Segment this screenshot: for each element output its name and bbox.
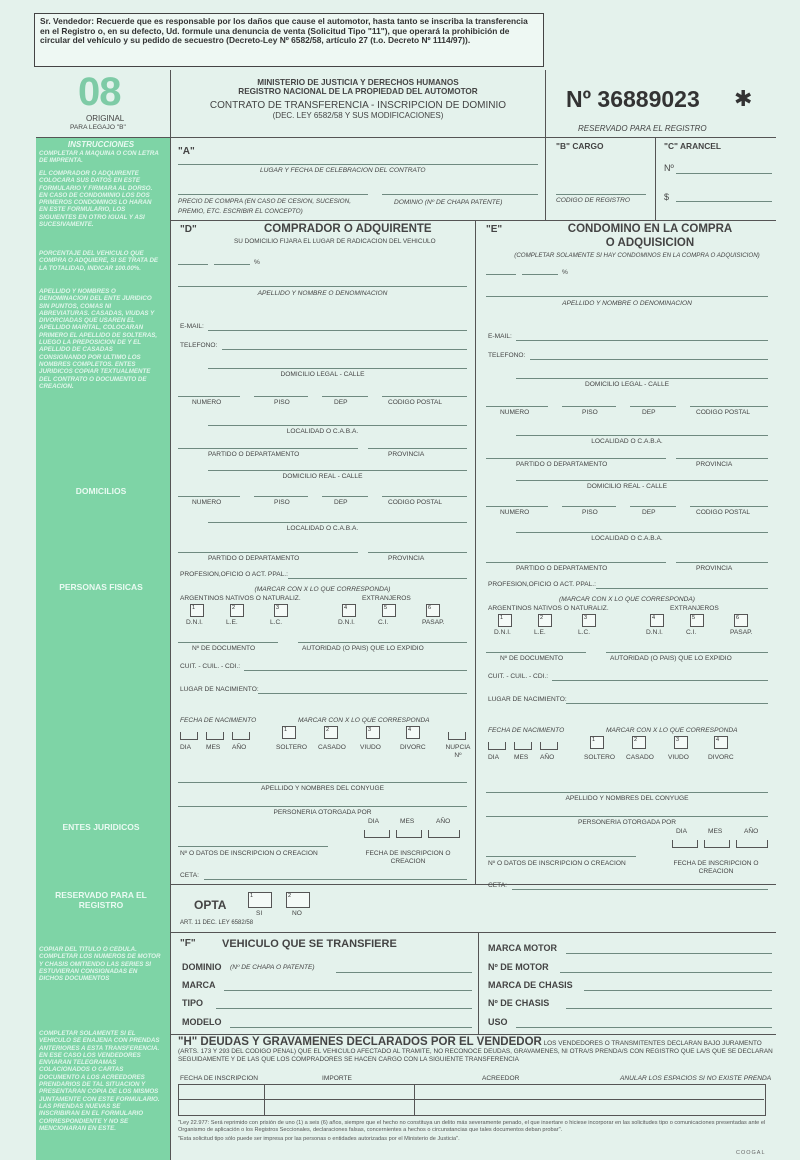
buyer-civil-soltero-label: SOLTERO bbox=[276, 744, 308, 751]
dominio-sub-label: (Nº DE CHAPA O PATENTE) bbox=[230, 964, 315, 971]
tipo-label: TIPO bbox=[182, 998, 204, 1008]
instruction-2: EL COMPRADOR O ADQUIRENTE COLOCARA SUS DATOS EN ESTE FORMULARIO Y FIRMARA AL DORSO. EN CASO DE CONDOMINIO LOS DOS PRIMEROS CONDOMINOS LO HARAN EN ESTE FORMULARIO, LOS SIGUIENTES EN OTRO IGUAL Y ASI SUCESIVAMENTE. bbox=[39, 170, 153, 229]
condomino-legal-numero: NUMERO bbox=[500, 409, 530, 416]
condomino-conyuge-label: APELLIDO Y NOMBRES DEL CONYUGE bbox=[565, 795, 689, 802]
section-h-title: "H" DEUDAS Y GRAVAMENES DECLARADOS POR EL VENDEDOR bbox=[178, 1036, 542, 1048]
condomino-anio-field[interactable] bbox=[540, 742, 558, 750]
section-d-subtitle: SU DOMICILIO FIJARA EL LUGAR DE RADICACION DEL VEHICULO bbox=[234, 238, 436, 245]
reservado-label: RESERVADO PARA EL REGISTRO bbox=[55, 890, 147, 910]
condomino-autoridad-label: AUTORIDAD (O PAIS) QUE LO EXPIDIO bbox=[610, 655, 732, 662]
buyer-ente-dia-field[interactable] bbox=[364, 830, 390, 838]
form-subtitle: (DEC. LEY 6582/58 Y SUS MODIFICACIONES) bbox=[272, 111, 444, 120]
condomino-personeria-label: PERSONERIA OTORGADA POR bbox=[577, 819, 677, 826]
condomino-doc-pasap-label: PASAP. bbox=[730, 629, 753, 636]
buyer-civil-divorc-label: DIVORC bbox=[400, 744, 426, 751]
buyer-nupcia-field[interactable] bbox=[448, 732, 466, 740]
condomino-doc-ci-label: C.I. bbox=[686, 629, 697, 636]
condomino-provincia-legal: PROVINCIA bbox=[696, 461, 733, 468]
buyer-doc-dni-ext-label: D.N.I. bbox=[338, 619, 355, 626]
ministry: MINISTERIO DE JUSTICIA Y DERECHOS HUMANOS bbox=[257, 78, 459, 87]
condomino-fecha-nac-label: FECHA DE NACIMIENTO bbox=[488, 727, 565, 734]
condomino-datos-insc-label: Nº O DATOS DE INSCRIPCION O CREACION bbox=[488, 860, 626, 867]
condomino-dia-field[interactable] bbox=[488, 742, 506, 750]
condomino-partido-real: PARTIDO O DEPARTAMENTO bbox=[516, 565, 608, 572]
buyer-marcar-civil-label: MARCAR CON X LO QUE CORRESPONDA bbox=[298, 717, 430, 724]
buyer-civil-soltero-box[interactable]: 1 bbox=[282, 726, 296, 739]
condomino-telefono-label: TELEFONO: bbox=[488, 352, 526, 359]
dominio-chapa-label: DOMINIO (Nº DE CHAPA PATENTE) bbox=[394, 199, 503, 206]
buyer-legal-numero: NUMERO bbox=[192, 399, 222, 406]
buyer-datos-insc-label: Nº O DATOS DE INSCRIPCION O CREACION bbox=[180, 850, 318, 857]
buyer-pct-label: % bbox=[254, 259, 260, 266]
buyer-real-cp: CODIGO POSTAL bbox=[388, 499, 443, 506]
buyer-email-label: E-MAIL: bbox=[180, 323, 204, 330]
art11-label: ART. 11 DEC. LEY 6582/58 bbox=[180, 920, 254, 926]
condomino-fecha-insc-label: FECHA DE INSCRIPCION O CREACION bbox=[673, 860, 759, 875]
n-chasis-label: Nº DE CHASIS bbox=[488, 998, 550, 1008]
condomino-ceta-label: CETA: bbox=[488, 882, 507, 889]
buyer-ente-mes-label: MES bbox=[400, 818, 415, 825]
section-e-title-1: CONDOMINO EN LA COMPRA bbox=[567, 223, 733, 235]
condomino-civil-soltero-box[interactable]: 1 bbox=[590, 736, 604, 749]
buyer-dia-label: DIA bbox=[180, 744, 191, 751]
buyer-lugar-nac-label: LUGAR DE NACIMIENTO: bbox=[180, 686, 259, 693]
buyer-doc-dni-ext-box[interactable]: 4 bbox=[342, 604, 356, 617]
condomino-nro-doc-label: Nº DE DOCUMENTO bbox=[500, 655, 564, 662]
condomino-doc-pasap-box[interactable]: 6 bbox=[734, 614, 748, 627]
footer-law: "Ley 22.977: Será reprimido con prisión de uno (1) a seis (6) años, siempre que el hecho no constituya un delito más severamente penado, el que insertare o hiciese incorporar en las solicitudes tipo o comunicaciones presentadas ante el Organismo de aplicación o los Registros Seccionales, declaraciones falsas, concernientes a hechos o circunstancias que tales documentos deban probar". bbox=[178, 1120, 766, 1133]
buyer-ente-anio-label: AÑO bbox=[436, 818, 451, 825]
precio-label: PRECIO DE COMPRA (EN CASO DE CESION, SUCESION, PREMIO, ETC. ESCRIBIR EL CONCEPTO) bbox=[178, 198, 352, 215]
condomino-marcar-civil-label: MARCAR CON X LO QUE CORRESPONDA bbox=[606, 727, 738, 734]
buyer-fecha-insc-label: FECHA DE INSCRIPCION O CREACION bbox=[365, 850, 451, 865]
condomino-ente-dia-label: DIA bbox=[676, 828, 687, 835]
condomino-real-numero: NUMERO bbox=[500, 509, 530, 516]
condomino-doc-lc-box[interactable]: 3 bbox=[582, 614, 596, 627]
section-b-label: "B" CARGO bbox=[556, 141, 604, 151]
condomino-doc-le-box[interactable]: 2 bbox=[538, 614, 552, 627]
buyer-telefono-label: TELEFONO: bbox=[180, 342, 218, 349]
buyer-doc-dni-label: D.N.I. bbox=[186, 619, 203, 626]
condomino-partido-legal: PARTIDO O DEPARTAMENTO bbox=[516, 461, 608, 468]
buyer-anio-field[interactable] bbox=[232, 732, 250, 740]
buyer-nro-doc-label: Nº DE DOCUMENTO bbox=[192, 645, 256, 652]
marca-chasis-label: MARCA DE CHASIS bbox=[488, 980, 573, 990]
condomino-extranjeros-label: EXTRANJEROS bbox=[670, 605, 719, 612]
buyer-localidad-real: LOCALIDAD O C.A.B.A. bbox=[286, 525, 359, 532]
buyer-civil-divorc-box[interactable]: 4 bbox=[406, 726, 420, 739]
condomino-ente-mes-label: MES bbox=[708, 828, 723, 835]
opta-label: OPTA bbox=[194, 898, 227, 912]
buyer-civil-casado-box[interactable]: 2 bbox=[324, 726, 338, 739]
condomino-lugar-nac-label: LUGAR DE NACIMIENTO: bbox=[488, 696, 567, 703]
condomino-argentinos-label: ARGENTINOS NATIVOS O NATURALIZ. bbox=[488, 605, 609, 612]
seller-notice bbox=[34, 13, 544, 67]
condomino-apellido-label: APELLIDO Y NOMBRE O DENOMINACION bbox=[562, 300, 692, 307]
form-title: CONTRATO DE TRANSFERENCIA - INSCRIPCION DE DOMINIO bbox=[209, 100, 507, 111]
opta-si-label: SI bbox=[256, 910, 263, 917]
personas-label: PERSONAS FISICAS bbox=[59, 582, 143, 592]
buyer-dom-real-label: DOMICILIO REAL - CALLE bbox=[282, 473, 363, 480]
condomino-ente-anio-field[interactable] bbox=[736, 840, 768, 848]
buyer-cuit-label: CUIT. - CUIL. - CDI.: bbox=[180, 663, 241, 670]
buyer-mes-field[interactable] bbox=[206, 732, 224, 740]
buyer-marcar-doc-label: (MARCAR CON X LO QUE CORRESPONDA) bbox=[254, 586, 391, 593]
section-e-subtitle: (COMPLETAR SOLAMENTE SI HAY CONDOMINOS EN LA COMPRA O ADQUISICION) bbox=[514, 252, 760, 259]
section-d-buyer bbox=[170, 220, 475, 884]
buyer-ceta-label: CETA: bbox=[180, 872, 199, 879]
condomino-doc-le-label: L.E. bbox=[534, 629, 546, 636]
form-code: 08 bbox=[78, 70, 121, 114]
footer-print-notice: "Esta solicitud tipo sólo puede ser impresa por las personas o entidades autorizadas por el Ministerio de Justicia". bbox=[178, 1136, 460, 1142]
h-acreedor-label: ACREEDOR bbox=[482, 1075, 520, 1082]
buyer-ente-dia-label: DIA bbox=[368, 818, 379, 825]
condomino-doc-dni-ext-label: D.N.I. bbox=[646, 629, 663, 636]
instruction-5: COPIAR DEL TITULO O CEDULA. COMPLETAR LOS NUMEROS DE MOTOR Y CHASIS OMITIENDO LAS SERIES SI ESTUVIERAN CONSIGNADAS EN DICHOS DOCUMENTOS bbox=[39, 946, 161, 983]
registry: REGISTRO NACIONAL DE LA PROPIEDAD DEL AUTOMOTOR bbox=[238, 87, 478, 96]
opta-no-box[interactable]: 2 bbox=[286, 892, 310, 908]
h-importe-label: IMPORTE bbox=[322, 1075, 352, 1082]
reserved-registry-label: RESERVADO PARA EL REGISTRO bbox=[578, 124, 707, 133]
buyer-apellido-label: APELLIDO Y NOMBRE O DENOMINACION bbox=[257, 290, 388, 297]
section-c-label: "C" ARANCEL bbox=[664, 141, 721, 151]
condomino-civil-viudo-box[interactable]: 3 bbox=[674, 736, 688, 749]
h-table[interactable] bbox=[178, 1084, 766, 1116]
instructions-title: INSTRUCCIONES bbox=[67, 140, 135, 149]
buyer-civil-casado-label: CASADO bbox=[318, 744, 346, 751]
buyer-legal-piso: PISO bbox=[274, 399, 290, 406]
h-fecha-label: FECHA DE INSCRIPCION bbox=[180, 1075, 259, 1082]
condomino-civil-soltero-label: SOLTERO bbox=[584, 754, 616, 761]
condomino-doc-lc-label: L.C. bbox=[578, 629, 591, 636]
buyer-doc-ci-box[interactable]: 5 bbox=[382, 604, 396, 617]
marca-label: MARCA bbox=[182, 980, 216, 990]
condomino-doc-dni-label: D.N.I. bbox=[494, 629, 511, 636]
condomino-real-dep: DEP bbox=[642, 509, 656, 516]
condomino-doc-dni-box[interactable]: 1 bbox=[498, 614, 512, 627]
buyer-doc-lc-box[interactable]: 3 bbox=[274, 604, 288, 617]
serial-number: Nº 36889023 bbox=[566, 86, 700, 112]
section-d-label: "D" bbox=[180, 224, 197, 235]
buyer-provincia-real: PROVINCIA bbox=[388, 555, 425, 562]
buyer-anio-label: AÑO bbox=[232, 744, 247, 751]
instructions-sidebar bbox=[36, 138, 170, 1160]
buyer-dom-legal-label: DOMICILIO LEGAL - CALLE bbox=[280, 371, 365, 378]
condomino-legal-piso: PISO bbox=[582, 409, 598, 416]
condomino-ente-dia-field[interactable] bbox=[672, 840, 698, 848]
instruction-1: COMPLETAR A MAQUINA O CON LETRA DE IMPRENTA. bbox=[39, 150, 159, 165]
n-motor-label: Nº DE MOTOR bbox=[488, 962, 549, 972]
condomino-dia-label: DIA bbox=[488, 754, 499, 761]
condomino-localidad-legal: LOCALIDAD O C.A.B.A. bbox=[591, 438, 663, 445]
buyer-partido-legal: PARTIDO O DEPARTAMENTO bbox=[208, 451, 300, 458]
condomino-real-cp: CODIGO POSTAL bbox=[696, 509, 751, 516]
h-anular-label: ANULAR LOS ESPACIOS SI NO EXISTE PRENDA bbox=[620, 1075, 772, 1082]
copy-label: ORIGINAL bbox=[86, 114, 125, 123]
buyer-fecha-nac-label: FECHA DE NACIMIENTO bbox=[180, 717, 257, 724]
lugar-fecha-label: LUGAR Y FECHA DE CELEBRACION DEL CONTRATO bbox=[260, 167, 426, 174]
condomino-marcar-doc-label: (MARCAR CON X LO QUE CORRESPONDA) bbox=[559, 596, 695, 603]
condomino-dom-real-label: DOMICILIO REAL - CALLE bbox=[586, 483, 667, 490]
buyer-profesion-label: PROFESION,OFICIO O ACT. PPAL.: bbox=[180, 571, 288, 578]
condomino-civil-casado-label: CASADO bbox=[626, 754, 654, 761]
condomino-mes-field[interactable] bbox=[514, 742, 532, 750]
buyer-ente-mes-field[interactable] bbox=[396, 830, 422, 838]
condomino-civil-divorc-label: DIVORC bbox=[708, 754, 734, 761]
buyer-legal-dep: DEP bbox=[334, 399, 348, 406]
condomino-legal-cp: CODIGO POSTAL bbox=[696, 409, 751, 416]
buyer-doc-pasap-label: PASAP. bbox=[422, 619, 445, 626]
arancel-no-label: Nº bbox=[664, 163, 674, 173]
serial-star-icon: ✱ bbox=[734, 86, 753, 111]
opta-si-box[interactable]: 1 bbox=[248, 892, 272, 908]
buyer-doc-lc-label: L.C. bbox=[270, 619, 283, 626]
buyer-real-dep: DEP bbox=[334, 499, 348, 506]
buyer-dia-field[interactable] bbox=[180, 732, 198, 740]
dominio-label: DOMINIO bbox=[182, 962, 222, 972]
condomino-cuit-label: CUIT. - CUIL. - CDI.: bbox=[488, 673, 549, 680]
opta-no-label: NO bbox=[292, 910, 302, 917]
domicilios-label: DOMICILIOS bbox=[75, 486, 127, 496]
condomino-anio-label: AÑO bbox=[540, 754, 555, 761]
section-f-title: VEHICULO QUE SE TRANSFIERE bbox=[222, 938, 397, 950]
section-e-condomino bbox=[478, 220, 776, 889]
condomino-localidad-real: LOCALIDAD O C.A.B.A. bbox=[591, 535, 663, 542]
condomino-email-label: E-MAIL: bbox=[488, 333, 512, 340]
instruction-4: APELLIDO Y NOMBRES O DENOMINACION DEL ENTE JURIDICO SIN PUNTOS, COMAS NI ABREVIATURAS. CASADAS, VIUDAS Y DIVORCIADAS QUE USAREN EL APELLIDO MARITAL, COLOCARAN PRIMERO EL APELLIDO DE SOLTERAS, LUEGO LA PREPOSICION DE Y EL APELLIDO DE CASADAS CONSIGNANDO POR ULTIMO LOS NOMBRES COMPLETOS. ENTES JURIDICOS COPIAR TEXTUALMENTE DEL CONTRATO O DOCUMENTO DE CREACION. bbox=[39, 288, 158, 390]
buyer-legal-cp: CODIGO POSTAL bbox=[388, 399, 443, 406]
section-f-label: "F" bbox=[180, 938, 196, 949]
condomino-real-piso: PISO bbox=[582, 509, 598, 516]
arancel-peso-label: $ bbox=[664, 192, 670, 202]
modelo-label: MODELO bbox=[182, 1017, 222, 1027]
condomino-civil-viudo-label: VIUDO bbox=[668, 754, 689, 761]
buyer-doc-dni-box[interactable]: 1 bbox=[190, 604, 204, 617]
buyer-real-numero: NUMERO bbox=[192, 499, 222, 506]
condomino-civil-casado-box[interactable]: 2 bbox=[632, 736, 646, 749]
entes-label: ENTES JURIDICOS bbox=[62, 822, 140, 832]
buyer-extranjeros-label: EXTRANJEROS bbox=[362, 595, 411, 602]
section-a-label: "A" bbox=[178, 146, 195, 157]
condomino-legal-dep: DEP bbox=[642, 409, 656, 416]
condomino-ente-mes-field[interactable] bbox=[704, 840, 730, 848]
codigo-registro-label: CODIGO DE REGISTRO bbox=[556, 197, 631, 204]
condomino-civil-divorc-box[interactable]: 4 bbox=[714, 736, 728, 749]
buyer-personeria-label: PERSONERIA OTORGADA POR bbox=[273, 809, 372, 816]
section-e-label: "E" bbox=[486, 224, 503, 235]
section-e-title-2: O ADQUISICION bbox=[605, 237, 695, 249]
condomino-profesion-label: PROFESION,OFICIO O ACT. PPAL.: bbox=[488, 581, 596, 588]
buyer-doc-pasap-box[interactable]: 6 bbox=[426, 604, 440, 617]
buyer-doc-ci-label: C.I. bbox=[378, 619, 389, 626]
buyer-mes-label: MES bbox=[206, 744, 221, 751]
buyer-argentinos-label: ARGENTINOS NATIVOS O NATURALIZ. bbox=[180, 595, 301, 602]
buyer-nupcia-label: NUPCIA Nº bbox=[445, 744, 471, 759]
buyer-doc-le-box[interactable]: 2 bbox=[230, 604, 244, 617]
buyer-provincia-legal: PROVINCIA bbox=[388, 451, 425, 458]
instruction-3: PORCENTAJE DEL VEHICULO QUE COMPRA O ADQUIERE, SI SE TRATA DE LA TOTALIDAD, INDICAR 100.00%. bbox=[39, 250, 159, 272]
seller-notice-text: Sr. Vendedor: Recuerde que es responsable por los daños que cause el automotor, hasta tanto se inscriba la transferencia en el Registro o, en su defecto, Ud. formule una denuncia de venta (Solicitud Tipo "11"), que operará la prohibición de circular del vehículo y su pedido de secuestro (Decreto-Ley Nº 6582/58, artículo 27 (t.o. Decreto Nº 1114/97)). bbox=[40, 16, 528, 46]
uso-label: USO bbox=[488, 1017, 508, 1027]
legajo-label: PARA LEGAJO "B" bbox=[70, 124, 126, 131]
instruction-6: COMPLETAR SOLAMENTE SI EL VEHICULO SE ENAJENA CON PRENDAS ANTERIORES A ESTA TRANSFERENCIA. EN ESE CASO LOS VENDEDORES ENVIARAN TELEGRAMAS COLACIONADOS O CARTAS DOCUMENTO A LOS ACREEDORES PRENDARIOS DE TAL SITUACION Y PRESENTARAN COPIA DE LOS MISMOS JUNTAMENTE CON ESTE FORMULARIO. LAS PRENDAS NUEVAS SE INSCRIBIRAN EN EL FORMULARIO CORRESPONDIENTE Y NO SE MENCIONARAN EN ESTE. bbox=[39, 1030, 160, 1132]
buyer-civil-viudo-label: VIUDO bbox=[360, 744, 381, 751]
condomino-dom-legal-label: DOMICILIO LEGAL - CALLE bbox=[584, 381, 670, 388]
buyer-autoridad-label: AUTORIDAD (O PAIS) QUE LO EXPIDIO bbox=[302, 645, 424, 652]
condomino-provincia-real: PROVINCIA bbox=[696, 565, 733, 572]
buyer-ente-anio-field[interactable] bbox=[428, 830, 460, 838]
section-d-title: COMPRADOR O ADQUIRENTE bbox=[264, 223, 432, 235]
coogal-mark: COOGAL bbox=[736, 1150, 766, 1156]
condomino-mes-label: MES bbox=[514, 754, 529, 761]
buyer-localidad-legal: LOCALIDAD O C.A.B.A. bbox=[286, 428, 359, 435]
buyer-civil-viudo-box[interactable]: 3 bbox=[366, 726, 380, 739]
buyer-conyuge-label: APELLIDO Y NOMBRES DEL CONYUGE bbox=[261, 785, 384, 792]
condomino-doc-dni-ext-box[interactable]: 4 bbox=[650, 614, 664, 627]
buyer-doc-le-label: L.E. bbox=[226, 619, 238, 626]
section-h-text: LOS VENDEDORES O TRANSMITENTES DECLARAN BAJO JURAMENTO (ARTS. 173 Y 293 DEL CODIGO PENAL) QUE EL VEHICULO AFECTADO AL TRAMITE, NO RECONOCE DEUDAS, GRAVAMENES, NI OTRA/S PRENDA/S CON REGISTRO QUE LA/S QUE SE DECLARAN SEGUIDAMENTE Y DE LAS QUE LOS COMPRADORES SE HACEN CARGO CON LA SIGUIENTE TRANSFERENCIA bbox=[178, 1040, 773, 1064]
condomino-doc-ci-box[interactable]: 5 bbox=[690, 614, 704, 627]
buyer-real-piso: PISO bbox=[274, 499, 290, 506]
buyer-partido-real: PARTIDO O DEPARTAMENTO bbox=[208, 555, 300, 562]
marca-motor-label: MARCA MOTOR bbox=[488, 943, 557, 953]
condomino-ente-anio-label: AÑO bbox=[744, 828, 759, 835]
condomino-pct-label: % bbox=[562, 269, 568, 276]
